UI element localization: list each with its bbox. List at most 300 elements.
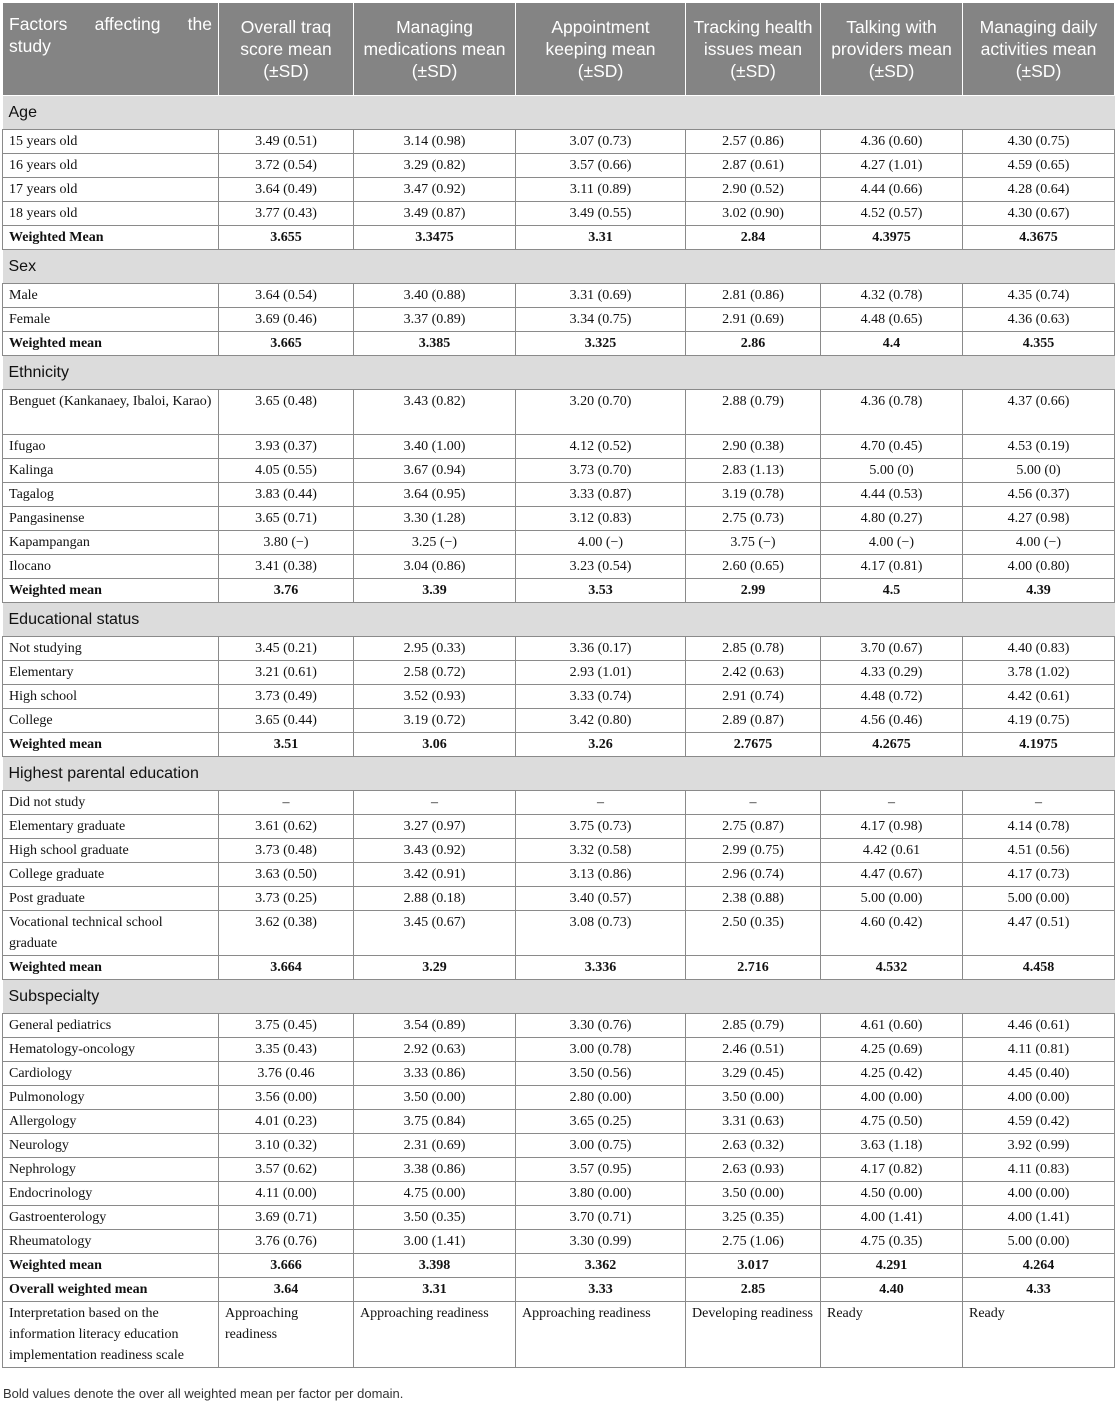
overall-traq-cell: 3.65 (0.44): [219, 709, 354, 733]
providers-cell: 4.36 (0.60): [821, 130, 963, 154]
medications-cell: 3.04 (0.86): [354, 555, 516, 579]
providers-cell: 4.25 (0.69): [821, 1038, 963, 1062]
table-row: [3, 1062, 1115, 1086]
medications-cell: 3.40 (0.88): [354, 284, 516, 308]
factor-cell: Allergology: [3, 1110, 219, 1134]
medications-cell: 2.92 (0.63): [354, 1038, 516, 1062]
overall-traq-cell: 3.65 (0.48): [219, 390, 354, 435]
daily-activities-cell: 4.30 (0.67): [963, 202, 1115, 226]
tracking-cell: 2.75 (0.73): [686, 507, 821, 531]
daily-activities-cell: 4.14 (0.78): [963, 815, 1115, 839]
factor-cell: Weighted mean: [3, 1254, 219, 1278]
appointment-cell: 3.50 (0.56): [516, 1062, 686, 1086]
medications-cell: 3.39: [354, 579, 516, 603]
daily-activities-cell: 4.458: [963, 956, 1115, 980]
factor-cell: Post graduate: [3, 887, 219, 911]
providers-cell: 4.75 (0.50): [821, 1110, 963, 1134]
header-row: [3, 3, 1115, 96]
appointment-cell: 3.31: [516, 226, 686, 250]
daily-activities-cell: 4.59 (0.42): [963, 1110, 1115, 1134]
providers-cell: 4.32 (0.78): [821, 284, 963, 308]
medications-cell: 3.29 (0.82): [354, 154, 516, 178]
appointment-cell: 3.11 (0.89): [516, 178, 686, 202]
appointment-cell: 3.362: [516, 1254, 686, 1278]
providers-cell: 4.61 (0.60): [821, 1014, 963, 1038]
appointment-cell: 3.12 (0.83): [516, 507, 686, 531]
providers-cell: 4.48 (0.65): [821, 308, 963, 332]
daily-activities-cell: 4.51 (0.56): [963, 839, 1115, 863]
daily-activities-cell: 3.92 (0.99): [963, 1134, 1115, 1158]
providers-cell: 4.75 (0.35): [821, 1230, 963, 1254]
factor-cell: Elementary: [3, 661, 219, 685]
weighted-mean-row: [3, 579, 1115, 603]
tracking-cell: 2.38 (0.88): [686, 887, 821, 911]
medications-cell: 3.52 (0.93): [354, 685, 516, 709]
table-row: [3, 863, 1115, 887]
medications-cell: 3.14 (0.98): [354, 130, 516, 154]
factor-cell: High school graduate: [3, 839, 219, 863]
overall-traq-cell: 3.57 (0.62): [219, 1158, 354, 1182]
overall-traq-cell: 3.35 (0.43): [219, 1038, 354, 1062]
overall-traq-cell: 3.665: [219, 332, 354, 356]
medications-cell: 3.385: [354, 332, 516, 356]
overall-traq-cell: –: [219, 791, 354, 815]
appointment-cell: 3.00 (0.75): [516, 1134, 686, 1158]
tracking-cell: 2.85 (0.79): [686, 1014, 821, 1038]
factor-cell: Did not study: [3, 791, 219, 815]
factor-cell: Weighted mean: [3, 733, 219, 757]
medications-cell: 3.00 (1.41): [354, 1230, 516, 1254]
header-appointment-keeping: Appointment keeping mean (±SD): [516, 3, 686, 96]
providers-cell: 4.27 (1.01): [821, 154, 963, 178]
appointment-cell: 3.36 (0.17): [516, 637, 686, 661]
overall-weighted-mean-row: [3, 1278, 1115, 1302]
appointment-cell: 3.57 (0.95): [516, 1158, 686, 1182]
providers-cell: 4.33 (0.29): [821, 661, 963, 685]
medications-cell: 2.95 (0.33): [354, 637, 516, 661]
overall-traq-cell: 3.80 (−): [219, 531, 354, 555]
header-managing-medications: Managing medications mean (±SD): [354, 3, 516, 96]
medications-cell: 3.25 (−): [354, 531, 516, 555]
overall-traq-cell: 3.64 (0.49): [219, 178, 354, 202]
daily-activities-cell: 5.00 (0.00): [963, 887, 1115, 911]
providers-cell: 4.00 (0.00): [821, 1086, 963, 1110]
table-body: [3, 96, 1115, 1368]
overall-traq-cell: 3.45 (0.21): [219, 637, 354, 661]
overall-traq-cell: 3.56 (0.00): [219, 1086, 354, 1110]
overall-traq-cell: 3.76 (0.76): [219, 1230, 354, 1254]
overall-traq-cell: 3.666: [219, 1254, 354, 1278]
table-row: [3, 661, 1115, 685]
appointment-cell: 3.23 (0.54): [516, 555, 686, 579]
header-overall-traq: Overall traq score mean (±SD): [219, 3, 354, 96]
table-row: [3, 1038, 1115, 1062]
interpretation-row: [3, 1302, 1115, 1368]
table-row: [3, 815, 1115, 839]
providers-cell: 3.63 (1.18): [821, 1134, 963, 1158]
section-title: Educational status: [3, 603, 1115, 637]
appointment-cell: 3.53: [516, 579, 686, 603]
daily-activities-cell: 4.11 (0.81): [963, 1038, 1115, 1062]
factor-cell: College: [3, 709, 219, 733]
header-tracking-health: Tracking health issues mean (±SD): [686, 3, 821, 96]
overall-traq-cell: 3.73 (0.49): [219, 685, 354, 709]
daily-activities-cell: 4.53 (0.19): [963, 435, 1115, 459]
tracking-cell: 3.017: [686, 1254, 821, 1278]
providers-cell: 5.00 (0): [821, 459, 963, 483]
table-row: [3, 1086, 1115, 1110]
tracking-cell: 3.50 (0.00): [686, 1086, 821, 1110]
section-header-row: [3, 980, 1115, 1014]
factor-cell: Ilocano: [3, 555, 219, 579]
factor-cell: Vocational technical school graduate: [3, 911, 219, 956]
section-header-row: [3, 603, 1115, 637]
medications-cell: 3.38 (0.86): [354, 1158, 516, 1182]
medications-cell: 3.42 (0.91): [354, 863, 516, 887]
factor-cell: Weighted mean: [3, 956, 219, 980]
medications-cell: 3.50 (0.35): [354, 1206, 516, 1230]
factor-cell: Female: [3, 308, 219, 332]
daily-activities-cell: 4.28 (0.64): [963, 178, 1115, 202]
factor-cell: Weighted mean: [3, 332, 219, 356]
providers-cell: 4.532: [821, 956, 963, 980]
overall-traq-cell: 4.01 (0.23): [219, 1110, 354, 1134]
medications-cell: 3.33 (0.86): [354, 1062, 516, 1086]
appointment-cell: 3.57 (0.66): [516, 154, 686, 178]
daily-activities-cell: 4.00 (−): [963, 531, 1115, 555]
appointment-cell: 3.31 (0.69): [516, 284, 686, 308]
medications-cell: 3.75 (0.84): [354, 1110, 516, 1134]
appointment-cell: 3.80 (0.00): [516, 1182, 686, 1206]
tracking-cell: 2.91 (0.69): [686, 308, 821, 332]
medications-cell: 3.54 (0.89): [354, 1014, 516, 1038]
tracking-cell: 3.31 (0.63): [686, 1110, 821, 1134]
weighted-mean-row: [3, 1254, 1115, 1278]
providers-cell: 4.36 (0.78): [821, 390, 963, 435]
table-row: [3, 531, 1115, 555]
readiness-table: [2, 2, 1115, 1368]
medications-cell: 2.31 (0.69): [354, 1134, 516, 1158]
section-header-row: [3, 757, 1115, 791]
factor-cell: Nephrology: [3, 1158, 219, 1182]
appointment-cell: 3.336: [516, 956, 686, 980]
overall-traq-cell: 3.62 (0.38): [219, 911, 354, 956]
providers-cell: 4.17 (0.98): [821, 815, 963, 839]
daily-activities-cell: 4.1975: [963, 733, 1115, 757]
tracking-cell: 2.46 (0.51): [686, 1038, 821, 1062]
tracking-cell: 2.63 (0.32): [686, 1134, 821, 1158]
overall-traq-cell: 3.664: [219, 956, 354, 980]
overall-traq-cell: 4.05 (0.55): [219, 459, 354, 483]
tracking-cell: 2.88 (0.79): [686, 390, 821, 435]
table-row: [3, 1182, 1115, 1206]
tracking-cell: 3.02 (0.90): [686, 202, 821, 226]
overall-traq-cell: 3.21 (0.61): [219, 661, 354, 685]
overall-traq-cell: 3.51: [219, 733, 354, 757]
appointment-cell: 3.73 (0.70): [516, 459, 686, 483]
medications-cell: 3.43 (0.82): [354, 390, 516, 435]
tracking-cell: 2.91 (0.74): [686, 685, 821, 709]
factor-cell: Gastroenterology: [3, 1206, 219, 1230]
daily-activities-cell: 5.00 (0.00): [963, 1230, 1115, 1254]
medications-cell: 3.50 (0.00): [354, 1086, 516, 1110]
table-row: [3, 507, 1115, 531]
appointment-cell: 3.20 (0.70): [516, 390, 686, 435]
tracking-cell: 2.57 (0.86): [686, 130, 821, 154]
factor-cell: Kalinga: [3, 459, 219, 483]
table-row: [3, 911, 1115, 956]
table-row: [3, 284, 1115, 308]
table-row: [3, 1158, 1115, 1182]
medications-cell: 3.31: [354, 1278, 516, 1302]
providers-cell: 4.25 (0.42): [821, 1062, 963, 1086]
medications-cell: 3.47 (0.92): [354, 178, 516, 202]
providers-cell: 4.4: [821, 332, 963, 356]
medications-cell: 3.27 (0.97): [354, 815, 516, 839]
tracking-cell: 2.85: [686, 1278, 821, 1302]
overall-traq-cell: 3.83 (0.44): [219, 483, 354, 507]
overall-traq-cell: 3.73 (0.48): [219, 839, 354, 863]
overall-traq-cell: 3.77 (0.43): [219, 202, 354, 226]
weighted-mean-row: [3, 956, 1115, 980]
tracking-cell: –: [686, 791, 821, 815]
factor-cell: Benguet (Kankanaey, Ibaloi, Karao): [3, 390, 219, 435]
overall-traq-cell: 3.41 (0.38): [219, 555, 354, 579]
tracking-cell: 3.29 (0.45): [686, 1062, 821, 1086]
factor-cell: Neurology: [3, 1134, 219, 1158]
factor-cell: Pulmonology: [3, 1086, 219, 1110]
factor-cell: Kapampangan: [3, 531, 219, 555]
daily-activities-cell: 4.00 (0.80): [963, 555, 1115, 579]
daily-activities-cell: 3.78 (1.02): [963, 661, 1115, 685]
appointment-cell: 3.26: [516, 733, 686, 757]
appointment-cell: 3.33 (0.87): [516, 483, 686, 507]
medications-cell: 3.30 (1.28): [354, 507, 516, 531]
providers-cell: 4.47 (0.67): [821, 863, 963, 887]
factor-cell: 18 years old: [3, 202, 219, 226]
tracking-cell: 3.25 (0.35): [686, 1206, 821, 1230]
table-row: [3, 435, 1115, 459]
daily-activities-cell: 4.00 (0.00): [963, 1182, 1115, 1206]
daily-activities-cell: 4.11 (0.83): [963, 1158, 1115, 1182]
table-row: [3, 887, 1115, 911]
appointment-cell: 3.325: [516, 332, 686, 356]
daily-activities-cell: 4.46 (0.61): [963, 1014, 1115, 1038]
factor-cell: 17 years old: [3, 178, 219, 202]
providers-cell: –: [821, 791, 963, 815]
table-row: [3, 154, 1115, 178]
weighted-mean-row: [3, 226, 1115, 250]
overall-traq-cell: 3.69 (0.71): [219, 1206, 354, 1230]
overall-traq-cell: 3.63 (0.50): [219, 863, 354, 887]
daily-activities-cell: 4.39: [963, 579, 1115, 603]
tracking-cell: 2.90 (0.52): [686, 178, 821, 202]
appointment-cell: 3.13 (0.86): [516, 863, 686, 887]
tracking-cell: 2.63 (0.93): [686, 1158, 821, 1182]
providers-cell: 3.70 (0.67): [821, 637, 963, 661]
providers-cell: Ready: [821, 1302, 963, 1368]
factor-cell: Weighted mean: [3, 579, 219, 603]
tracking-cell: 2.99: [686, 579, 821, 603]
weighted-mean-row: [3, 332, 1115, 356]
factor-cell: Rheumatology: [3, 1230, 219, 1254]
factor-cell: Overall weighted mean: [3, 1278, 219, 1302]
appointment-cell: 3.32 (0.58): [516, 839, 686, 863]
factor-cell: General pediatrics: [3, 1014, 219, 1038]
tracking-cell: 2.81 (0.86): [686, 284, 821, 308]
factor-cell: 15 years old: [3, 130, 219, 154]
tracking-cell: 2.42 (0.63): [686, 661, 821, 685]
providers-cell: 4.17 (0.82): [821, 1158, 963, 1182]
daily-activities-cell: 4.27 (0.98): [963, 507, 1115, 531]
providers-cell: 5.00 (0.00): [821, 887, 963, 911]
daily-activities-cell: 4.264: [963, 1254, 1115, 1278]
providers-cell: 4.42 (0.61: [821, 839, 963, 863]
overall-traq-cell: 3.49 (0.51): [219, 130, 354, 154]
overall-traq-cell: 3.73 (0.25): [219, 887, 354, 911]
table-row: [3, 637, 1115, 661]
tracking-cell: 2.85 (0.78): [686, 637, 821, 661]
appointment-cell: 3.75 (0.73): [516, 815, 686, 839]
tracking-cell: 2.60 (0.65): [686, 555, 821, 579]
daily-activities-cell: 4.37 (0.66): [963, 390, 1115, 435]
providers-cell: 4.56 (0.46): [821, 709, 963, 733]
appointment-cell: 3.33 (0.74): [516, 685, 686, 709]
tracking-cell: 2.75 (1.06): [686, 1230, 821, 1254]
appointment-cell: 2.93 (1.01): [516, 661, 686, 685]
daily-activities-cell: 4.40 (0.83): [963, 637, 1115, 661]
factor-cell: Weighted Mean: [3, 226, 219, 250]
tracking-cell: 2.7675: [686, 733, 821, 757]
medications-cell: 3.3475: [354, 226, 516, 250]
table-row: [3, 178, 1115, 202]
section-title: Sex: [3, 250, 1115, 284]
overall-traq-cell: 3.76 (0.46: [219, 1062, 354, 1086]
medications-cell: 2.88 (0.18): [354, 887, 516, 911]
medications-cell: Approaching readiness: [354, 1302, 516, 1368]
overall-traq-cell: Approaching readiness: [219, 1302, 354, 1368]
overall-traq-cell: 3.76: [219, 579, 354, 603]
section-title: Age: [3, 96, 1115, 130]
overall-traq-cell: 3.93 (0.37): [219, 435, 354, 459]
daily-activities-cell: 4.33: [963, 1278, 1115, 1302]
overall-traq-cell: 3.65 (0.71): [219, 507, 354, 531]
factor-cell: Interpretation based on the information literacy education implementation readiness scale: [3, 1302, 219, 1368]
providers-cell: 4.17 (0.81): [821, 555, 963, 579]
tracking-cell: 2.86: [686, 332, 821, 356]
daily-activities-cell: 4.42 (0.61): [963, 685, 1115, 709]
tracking-cell: 2.99 (0.75): [686, 839, 821, 863]
providers-cell: 4.3975: [821, 226, 963, 250]
providers-cell: 4.44 (0.66): [821, 178, 963, 202]
factor-cell: Pangasinense: [3, 507, 219, 531]
medications-cell: 3.06: [354, 733, 516, 757]
daily-activities-cell: 4.45 (0.40): [963, 1062, 1115, 1086]
factor-cell: Male: [3, 284, 219, 308]
appointment-cell: 3.30 (0.76): [516, 1014, 686, 1038]
daily-activities-cell: Ready: [963, 1302, 1115, 1368]
table-row: [3, 791, 1115, 815]
section-header-row: [3, 356, 1115, 390]
overall-traq-cell: 3.61 (0.62): [219, 815, 354, 839]
daily-activities-cell: 4.00 (0.00): [963, 1086, 1115, 1110]
daily-activities-cell: 4.59 (0.65): [963, 154, 1115, 178]
providers-cell: 4.48 (0.72): [821, 685, 963, 709]
factor-cell: Hematology-oncology: [3, 1038, 219, 1062]
daily-activities-cell: 5.00 (0): [963, 459, 1115, 483]
factor-cell: College graduate: [3, 863, 219, 887]
tracking-cell: 3.50 (0.00): [686, 1182, 821, 1206]
tracking-cell: Developing readiness: [686, 1302, 821, 1368]
appointment-cell: –: [516, 791, 686, 815]
medications-cell: 3.19 (0.72): [354, 709, 516, 733]
daily-activities-cell: 4.00 (1.41): [963, 1206, 1115, 1230]
medications-cell: 3.40 (1.00): [354, 435, 516, 459]
tracking-cell: 2.716: [686, 956, 821, 980]
appointment-cell: 3.00 (0.78): [516, 1038, 686, 1062]
table-row: [3, 1206, 1115, 1230]
table-row: [3, 308, 1115, 332]
providers-cell: 4.44 (0.53): [821, 483, 963, 507]
overall-traq-cell: 3.10 (0.32): [219, 1134, 354, 1158]
overall-traq-cell: 3.655: [219, 226, 354, 250]
table-row: [3, 130, 1115, 154]
factor-cell: High school: [3, 685, 219, 709]
overall-traq-cell: 3.64: [219, 1278, 354, 1302]
appointment-cell: 3.33: [516, 1278, 686, 1302]
providers-cell: 4.80 (0.27): [821, 507, 963, 531]
overall-traq-cell: 3.75 (0.45): [219, 1014, 354, 1038]
tracking-cell: 2.83 (1.13): [686, 459, 821, 483]
medications-cell: 3.49 (0.87): [354, 202, 516, 226]
providers-cell: 4.60 (0.42): [821, 911, 963, 956]
header-talking-providers: Talking with providers mean (±SD): [821, 3, 963, 96]
tracking-cell: 2.84: [686, 226, 821, 250]
tracking-cell: 2.50 (0.35): [686, 911, 821, 956]
daily-activities-cell: –: [963, 791, 1115, 815]
table-row: [3, 1110, 1115, 1134]
table-row: [3, 202, 1115, 226]
tracking-cell: 2.90 (0.38): [686, 435, 821, 459]
appointment-cell: 3.70 (0.71): [516, 1206, 686, 1230]
providers-cell: 4.5: [821, 579, 963, 603]
factor-cell: Tagalog: [3, 483, 219, 507]
medications-cell: 3.64 (0.95): [354, 483, 516, 507]
medications-cell: –: [354, 791, 516, 815]
appointment-cell: Approaching readiness: [516, 1302, 686, 1368]
daily-activities-cell: 4.19 (0.75): [963, 709, 1115, 733]
table-row: [3, 1014, 1115, 1038]
providers-cell: 4.00 (−): [821, 531, 963, 555]
appointment-cell: 3.07 (0.73): [516, 130, 686, 154]
tracking-cell: 2.75 (0.87): [686, 815, 821, 839]
providers-cell: 4.70 (0.45): [821, 435, 963, 459]
appointment-cell: 3.40 (0.57): [516, 887, 686, 911]
table-row: [3, 459, 1115, 483]
daily-activities-cell: 4.30 (0.75): [963, 130, 1115, 154]
table-row: [3, 1134, 1115, 1158]
appointment-cell: 4.00 (−): [516, 531, 686, 555]
daily-activities-cell: 4.47 (0.51): [963, 911, 1115, 956]
section-header-row: [3, 250, 1115, 284]
table-row: [3, 1230, 1115, 1254]
factor-cell: 16 years old: [3, 154, 219, 178]
section-title: Highest parental education: [3, 757, 1115, 791]
providers-cell: 4.00 (1.41): [821, 1206, 963, 1230]
appointment-cell: 3.08 (0.73): [516, 911, 686, 956]
daily-activities-cell: 4.56 (0.37): [963, 483, 1115, 507]
tracking-cell: 2.96 (0.74): [686, 863, 821, 887]
